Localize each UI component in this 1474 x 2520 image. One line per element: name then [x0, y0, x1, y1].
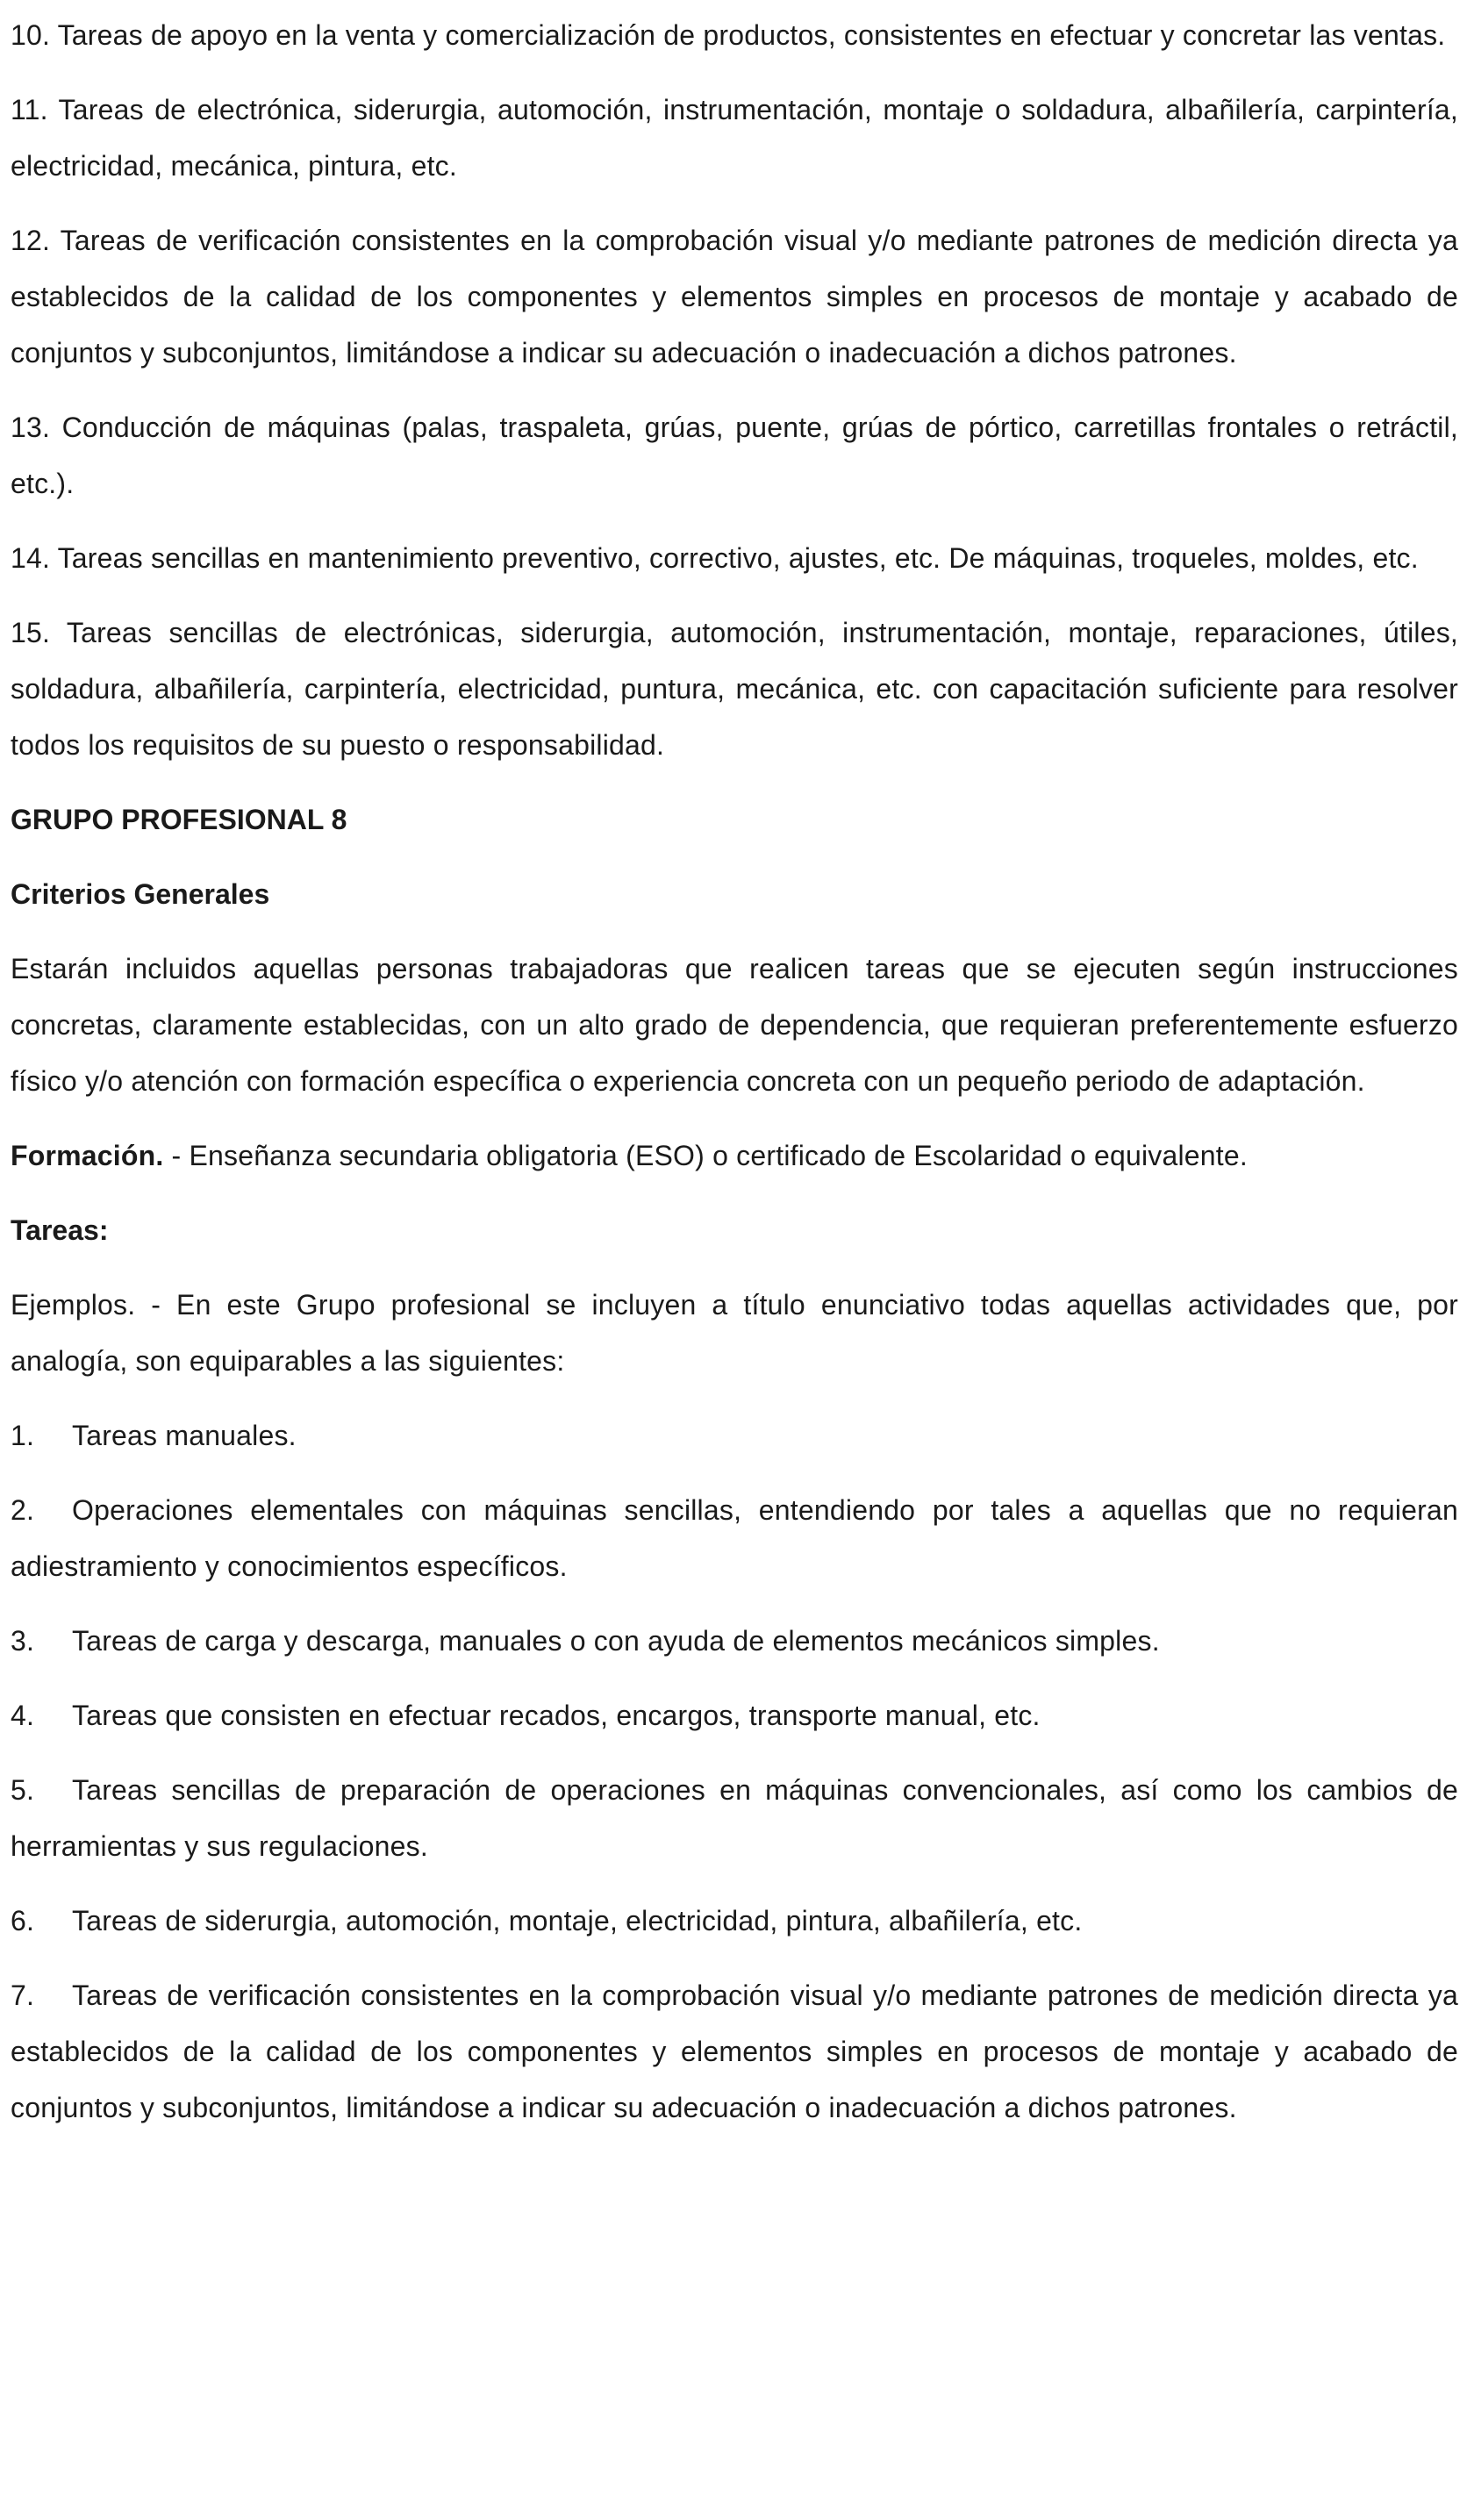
formacion-text: - Enseñanza secundaria obligatoria (ESO) o certificado de Escolaridad o equivalente.: [163, 1140, 1248, 1171]
criteria-heading: Criterios Generales: [11, 878, 270, 910]
list-item: [11, 1967, 1458, 2136]
item-text: Tareas de apoyo en la venta y comercialización de productos, consistentes en efectuar y concretar las ventas.: [57, 19, 1446, 51]
item-number: 6.: [11, 1905, 35, 1937]
item-number: 4.: [11, 1700, 35, 1731]
item-number: 14.: [11, 542, 51, 574]
item-text: Tareas de siderurgia, automoción, montaje, electricidad, pintura, albañilería, etc.: [72, 1905, 1083, 1937]
group-title: GRUPO PROFESIONAL 8: [11, 804, 347, 835]
item-number: 5.: [11, 1774, 35, 1806]
item-number: 12.: [11, 225, 51, 256]
item-number: 11.: [11, 94, 48, 125]
item-number: 1.: [11, 1420, 35, 1451]
list-item: [11, 1893, 1458, 1949]
item-number: 13.: [11, 412, 51, 443]
list-item: [11, 399, 1458, 512]
item-number: 10.: [11, 19, 51, 51]
item-text: Tareas sencillas en mantenimiento preventivo, correctivo, ajustes, etc. De máquinas, troqueles, moldes, etc.: [57, 542, 1419, 574]
item-text: Tareas sencillas de electrónicas, siderurgia, automoción, instrumentación, montaje, reparaciones, útiles, soldadura, albañilería, carpintería, electricidad, puntura, mecánica, etc. con capacitación suficiente para resolver todos los requisitos de su puesto o responsabilidad.: [11, 617, 1459, 761]
formacion-label: Formación.: [11, 1140, 164, 1171]
formacion-paragraph: [11, 1128, 1458, 1184]
item-text: Tareas manuales.: [72, 1420, 297, 1451]
list-item: [11, 1482, 1458, 1594]
list-item: [11, 1613, 1458, 1669]
list-item: [11, 605, 1458, 773]
item-text: Tareas de verificación consistentes en la comprobación visual y/o mediante patrones de medición directa ya establecidos de la calidad de los componentes y elementos simples en procesos de montaje y acabado de conjuntos y subconjuntos, limitándose a indicar su adecuación o inadecuación a dichos patrones.: [11, 225, 1458, 369]
criteria-text: Estarán incluidos aquellas personas trabajadoras que realicen tareas que se ejecuten según instrucciones concretas, claramente establecidas, con un alto grado de dependencia, que requieran preferentemente esfuerzo físico y/o atención con formación específica o experiencia concreta con un pequeño periodo de adaptación.: [11, 953, 1458, 1097]
item-text: Tareas que consisten en efectuar recados, encargos, transporte manual, etc.: [72, 1700, 1041, 1731]
document-page: [11, 7, 1458, 2154]
item-text: Tareas de verificación consistentes en la comprobación visual y/o mediante patrones de medición directa ya establecidos de la calidad de los componentes y elementos simples en procesos de montaje y acabado de conjuntos y subconjuntos, limitándose a indicar su adecuación o inadecuación a dichos patrones.: [11, 1979, 1458, 2123]
item-text: Tareas sencillas de preparación de operaciones en máquinas convencionales, así como los cambios de herramientas y sus regulaciones.: [11, 1774, 1458, 1862]
list-item: [11, 1407, 1458, 1464]
list-item: [11, 82, 1458, 194]
list-item: [11, 1687, 1458, 1743]
tareas-heading: Tareas:: [11, 1214, 109, 1246]
item-text: Operaciones elementales con máquinas sencillas, entendiendo por tales a aquellas que no requieran adiestramiento y conocimientos específicos.: [11, 1494, 1458, 1582]
item-text: Tareas de carga y descarga, manuales o con ayuda de elementos mecánicos simples.: [72, 1625, 1160, 1657]
list-item: [11, 7, 1458, 63]
item-text: Conducción de máquinas (palas, traspaleta, grúas, puente, grúas de pórtico, carretillas frontales o retráctil, etc.).: [11, 412, 1459, 499]
item-number: 3.: [11, 1625, 35, 1657]
item-text: Tareas de electrónica, siderurgia, automoción, instrumentación, montaje o soldadura, albañilería, carpintería, electricidad, mecánica, pintura, etc.: [11, 94, 1459, 182]
item-number: 2.: [11, 1494, 35, 1526]
list-item: [11, 530, 1458, 586]
list-item: [11, 212, 1458, 381]
item-number: 7.: [11, 1979, 35, 2011]
list-item: [11, 1762, 1458, 1874]
examples-intro: Ejemplos. - En este Grupo profesional se incluyen a título enunciativo todas aquellas actividades que, por analogía, son equiparables a las siguientes:: [11, 1289, 1458, 1377]
item-number: 15.: [11, 617, 51, 648]
